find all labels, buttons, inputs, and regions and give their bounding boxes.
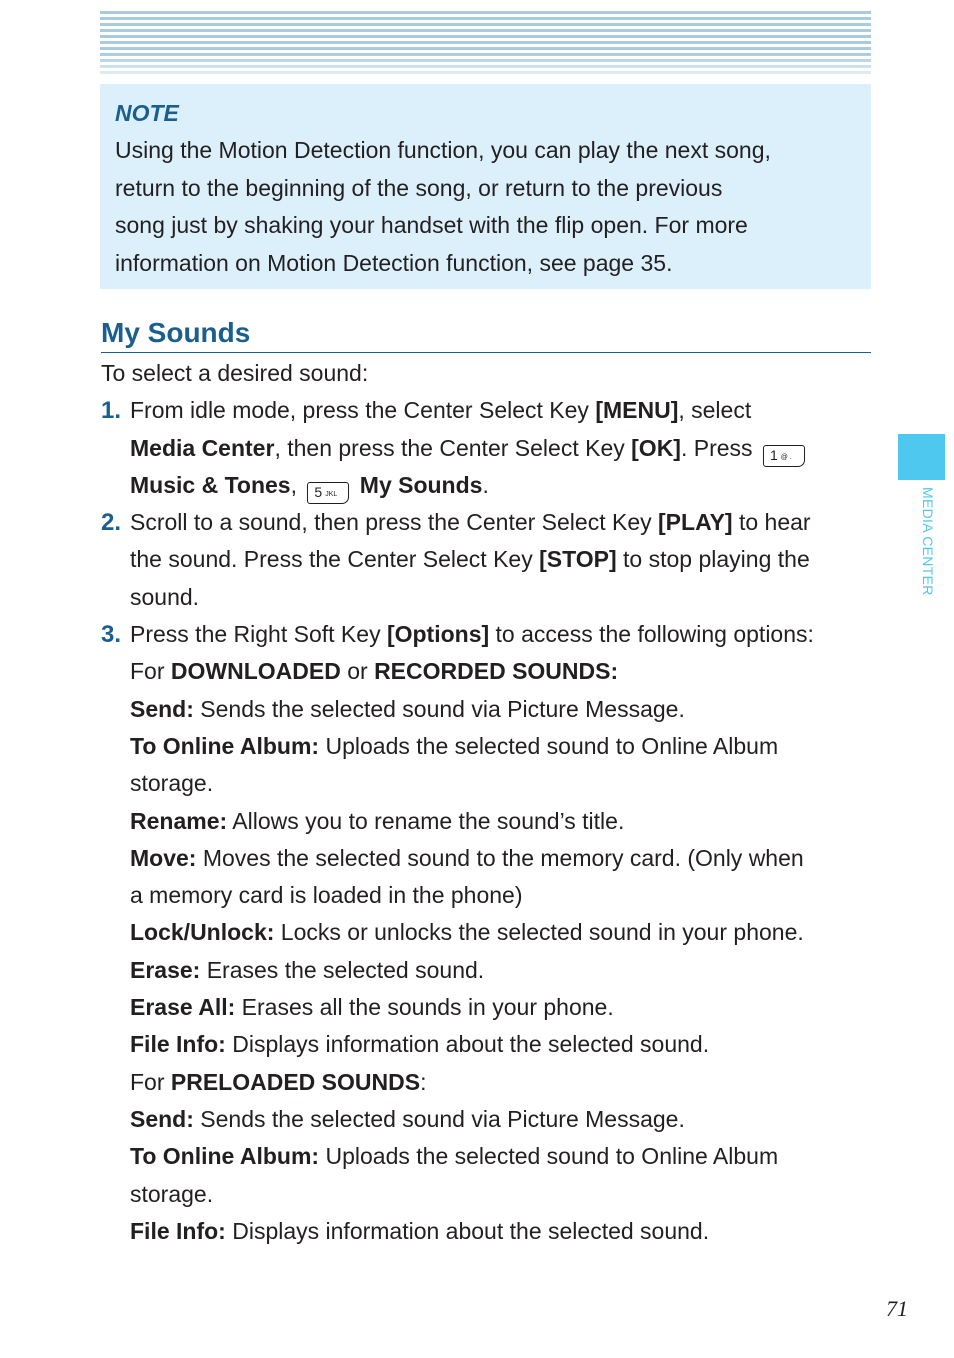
step-1	[101, 392, 876, 504]
section-title: My Sounds	[101, 314, 871, 353]
note-line: information on Motion Detection function, see page 35.	[115, 249, 673, 276]
step-line: From idle mode, press the Center Select Key [MENU], select	[130, 397, 752, 424]
note-line: song just by shaking your handset with the flip open. For more	[115, 212, 748, 238]
options-group-heading: For DOWNLOADED or RECORDED SOUNDS:	[130, 658, 619, 685]
step-line: the sound. Press the Center Select Key [STOP] to stop playing the	[130, 546, 810, 573]
chapter-label: MEDIA CENTER	[920, 487, 936, 596]
step-line: Music & Tones, 5 JKL My Sounds.	[130, 467, 876, 504]
option-item: Rename: Allows you to rename the sound’s title.	[130, 807, 625, 834]
option-item: Lock/Unlock: Locks or unlocks the selected sound in your phone.	[130, 919, 804, 946]
note-box	[100, 84, 871, 289]
option-item: Erase All: Erases all the sounds in your phone.	[130, 994, 614, 1021]
step-line: Scroll to a sound, then press the Center Select Key [PLAY] to hear	[130, 509, 811, 536]
step-3	[101, 616, 876, 1250]
option-item: Move: Moves the selected sound to the memory card. (Only when	[130, 844, 804, 871]
step-number: 2.	[101, 509, 122, 537]
step-line: Media Center, then press the Center Select Key [OK]. Press 1 @ .	[130, 430, 876, 467]
option-item: To Online Album: Uploads the selected sound to Online Album	[130, 1143, 779, 1170]
note-title: NOTE	[115, 100, 179, 126]
options-preloaded	[130, 1101, 876, 1250]
intro-text: To select a desired sound:	[101, 360, 369, 386]
option-item-continued: a memory card is loaded in the phone)	[130, 882, 523, 909]
options-downloaded	[130, 691, 876, 1064]
note-line: Using the Motion Detection function, you can play the next song,	[115, 137, 771, 163]
note-line: return to the beginning of the song, or return to the previous	[115, 174, 723, 201]
step-line: sound.	[130, 583, 200, 610]
option-item: Send: Sends the selected sound via Picture Message.	[130, 1105, 685, 1132]
content	[101, 355, 876, 1250]
step-2	[101, 504, 876, 616]
key-5-icon: 5 JKL	[307, 482, 349, 504]
option-item-continued: storage.	[130, 770, 214, 797]
option-item: Send: Sends the selected sound via Picture Message.	[130, 695, 685, 722]
step-line: Press the Right Soft Key [Options] to access the following options:	[130, 621, 814, 648]
option-item-continued: storage.	[130, 1180, 214, 1207]
page-number: 71	[886, 1296, 908, 1321]
key-1-icon: 1 @ .	[763, 445, 805, 467]
header-stripes	[100, 11, 871, 77]
step-number: 3.	[101, 621, 122, 649]
steps-list	[101, 392, 876, 1250]
options-group-heading: For PRELOADED SOUNDS:	[130, 1068, 427, 1095]
chapter-tab	[898, 434, 945, 480]
option-item: To Online Album: Uploads the selected sound to Online Album	[130, 732, 779, 759]
option-item: Erase: Erases the selected sound.	[130, 956, 485, 983]
step-number: 1.	[101, 397, 122, 425]
option-item: File Info: Displays information about the selected sound.	[130, 1031, 710, 1058]
option-item: File Info: Displays information about the selected sound.	[130, 1217, 710, 1244]
